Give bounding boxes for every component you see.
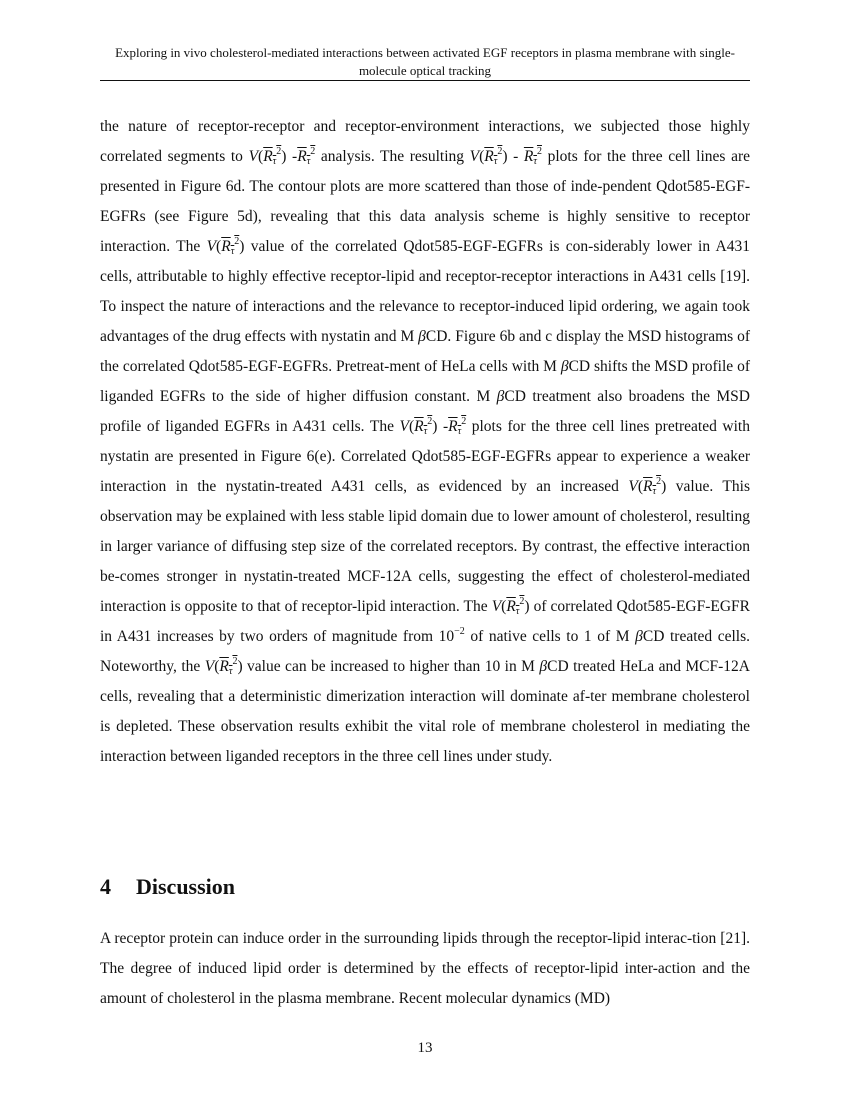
- beta-symbol: β: [418, 328, 426, 345]
- section-title: Discussion: [136, 874, 236, 899]
- exponent: −2: [454, 626, 465, 637]
- beta-symbol: β: [496, 388, 505, 405]
- math-expression: $V(R_\tau^2)$: [491, 596, 530, 617]
- math-expression: $V(R_\tau^2) - R_\tau^2$: [469, 146, 542, 167]
- page-number: 13: [417, 1040, 433, 1056]
- beta-symbol: β: [635, 628, 643, 645]
- beta-symbol: β: [560, 358, 569, 375]
- section-heading: [100, 870, 235, 904]
- math-expression: $V(R_\tau^2)$ $-R_\tau^2$: [399, 416, 467, 437]
- math-expression: $V(R_\tau^2)$ $-R_\tau^2$: [248, 146, 316, 167]
- math-expression: $V(R_\tau^2)$: [204, 656, 243, 677]
- running-head: Exploring in vivo cholesterol-mediated interactions between activated EGF receptors in plasma membrane with single-molecule optical tracking: [115, 45, 735, 78]
- math-expression: $V(R_\tau^2)$: [628, 476, 667, 497]
- beta-symbol: β: [539, 658, 548, 675]
- section-number: 4: [100, 874, 111, 899]
- math-expression: $V(R_\tau^2)$: [206, 236, 245, 257]
- body-paragraph: the nature of receptor-receptor and receptor-environment interactions, we subjected those highly correlated segments to $V(R_\tau^2)$ $-R_\tau^2$ analysis. The resulting $V(R_\tau^2) - R_\tau^2$ plots for the three cell lines are presented in Figure 6d. The contour plots are more scattered than those of inde-pendent Qdot585-EGF-EGFRs (see Figure 5d), revealing that this data analysis scheme is highly sensitive to receptor interaction. The $V(R_\tau^2)$ value of the correlated Qdot585-EGF-EGFRs is con-siderably lower in A431 cells, attributable to highly effective receptor-lipid and receptor-receptor interactions in A431 cells [19]. To inspect the nature of interactions and the relevance to receptor-induced lipid ordering, we again took advantages of the drug effects with nystatin and M βCD. Figure 6b and c display the MSD histograms of the correlated Qdot585-EGF-EGFRs. Pretreat-ment of HeLa cells with M βCD shifts the MSD profile of liganded EGFRs to the side of higher diffusion constant. M βCD treatment also broadens the MSD profile of liganded EGFRs in A431 cells. The $V(R_\tau^2)$ $-R_\tau^2$ plots for the three cell lines pretreated with nystatin are presented in Figure 6(e). Correlated Qdot585-EGF-EGFRs appear to experience a weaker interaction in the nystatin-treated A431 cells, as evidenced by an increased $V(R_\tau^2)$ value. This observation may be explained with less stable lipid domain due to lower amount of cholesterol, resulting in larger variance of diffusing step size of the correlated receptors. By contrast, the effective interaction be-comes stronger in nystatin-treated MCF-12A cells, suggesting the effect of cholesterol-mediated interaction is opposite to that of receptor-lipid interaction. The $V(R_\tau^2)$ of correlated Qdot585-EGF-EGFR in A431 increases by two orders of magnitude from $10^{-2}$ of native cells to 1 of M βCD treated cells. Noteworthy, the $V(R_\tau^2)$ value can be increased to higher than 10 in M βCD treated HeLa and MCF-12A cells, revealing that a deterministic dimerization interaction will dominate af-ter membrane cholesterol is depleted. These observation results exhibit the vital role of membrane cholesterol in mediating the interaction between liganded receptors in the three cell lines under study.: [100, 118, 751, 765]
- discussion-paragraph: A receptor protein can induce order in the surrounding lipids through the receptor-lipid interac-tion [21]. The degree of induced lipid order is determined by the effects of receptor-lipid inter-action and the amount of cholesterol in the plasma membrane. Recent molecular dynamics (MD): [100, 930, 750, 1007]
- header-rule: [100, 80, 750, 81]
